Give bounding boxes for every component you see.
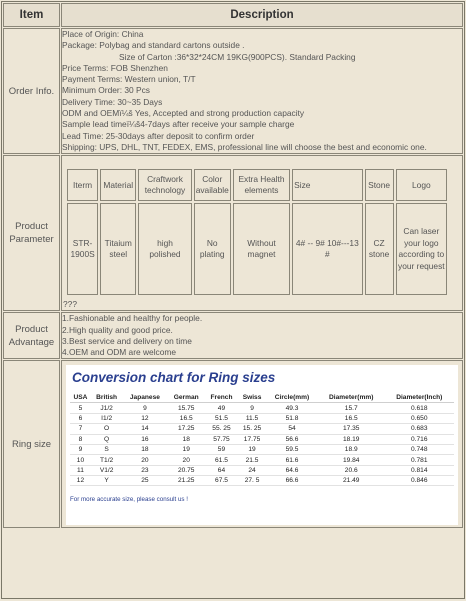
conversion-cell: 11.5 <box>238 413 266 423</box>
origin-line: Place of Origin: China <box>62 29 144 39</box>
delivery-time-line: Delivery Time: 30~35 Days <box>62 96 163 107</box>
minimum-order-line: Minimum Order: 30 Pcs <box>62 85 150 96</box>
package-line: Package: Polybag and standard cartons outside . <box>62 40 245 51</box>
conversion-cell: 23 <box>122 465 167 475</box>
conversion-cell: 15.7 <box>318 403 385 413</box>
order-info-label: Order Info. <box>3 28 60 154</box>
spec-table <box>2 2 464 529</box>
order-info-row <box>3 28 463 154</box>
ring-size-content <box>61 360 463 528</box>
conversion-cell: 18 <box>168 434 205 444</box>
param-value-material: Titaium steel <box>100 203 136 295</box>
conversion-cell: 9 <box>122 403 167 413</box>
conversion-header-row <box>70 393 454 403</box>
shipping-line: Shipping: UPS, DHL, TNT, FEDEX, EMS, professional line will choose the best and economic one. <box>62 141 427 152</box>
conversion-cell: 57.75 <box>205 434 238 444</box>
product-parameter-label <box>3 155 60 311</box>
conversion-cell: 14 <box>122 424 167 434</box>
conversion-cell: 15. 25 <box>238 424 266 434</box>
conversion-row <box>70 465 454 475</box>
payment-terms-line: Payment Terms: Western union, T/T <box>62 74 196 85</box>
ring-size-row <box>3 360 463 528</box>
param-value-logo: Can laser your logo according to your request <box>396 203 447 295</box>
conversion-cell: 18 <box>122 444 167 454</box>
conversion-cell: 0.683 <box>385 424 454 434</box>
conversion-body <box>70 403 454 486</box>
conversion-cell: 7 <box>70 424 91 434</box>
conversion-cell: 54 <box>266 424 318 434</box>
param-header-logo: Logo <box>396 169 447 201</box>
advantage-item: 2.High quality and good price. <box>62 324 173 335</box>
conversion-cell: 19 <box>168 444 205 454</box>
conversion-cell: 49 <box>205 403 238 413</box>
conversion-cell: S <box>91 444 122 454</box>
product-advantage-content <box>61 312 463 359</box>
conversion-cell: 16.5 <box>168 413 205 423</box>
param-value-stone: CZ stone <box>365 203 394 295</box>
conversion-row <box>70 434 454 444</box>
conversion-cell: 27. 5 <box>238 476 266 486</box>
conversion-cell: 59.5 <box>266 444 318 454</box>
item-header: Item <box>3 3 60 27</box>
conversion-cell: 49.3 <box>266 403 318 413</box>
conversion-cell: 61.6 <box>266 455 318 465</box>
conv-col-diameter-mm: Diameter(mm) <box>318 393 385 403</box>
conversion-cell: 0.781 <box>385 455 454 465</box>
conversion-cell: 18.19 <box>318 434 385 444</box>
conversion-row <box>70 476 454 486</box>
ring-size-chart <box>66 365 458 525</box>
conversion-cell: 56.6 <box>266 434 318 444</box>
conv-col-french: French <box>205 393 238 403</box>
conversion-cell: 17.35 <box>318 424 385 434</box>
conv-col-british: British <box>91 393 122 403</box>
parameter-table <box>65 167 449 297</box>
conversion-cell: 61.5 <box>205 455 238 465</box>
conversion-cell: 20 <box>122 455 167 465</box>
param-header-material: Material <box>100 169 136 201</box>
conversion-cell: 55. 25 <box>205 424 238 434</box>
conversion-cell: 9 <box>70 444 91 454</box>
conversion-cell: 17.25 <box>168 424 205 434</box>
conversion-cell: 8 <box>70 434 91 444</box>
conversion-cell: 67.5 <box>205 476 238 486</box>
conversion-cell: 24 <box>238 465 266 475</box>
conversion-cell: 0.650 <box>385 413 454 423</box>
conversion-cell: 16.5 <box>318 413 385 423</box>
order-info-content <box>61 28 463 154</box>
conversion-cell: 15.75 <box>168 403 205 413</box>
product-parameter-label-line2: Parameter <box>9 234 54 246</box>
conversion-row <box>70 444 454 454</box>
conversion-row <box>70 413 454 423</box>
conversion-cell: 11 <box>70 465 91 475</box>
conversion-cell: 20 <box>168 455 205 465</box>
header-row <box>3 3 463 27</box>
conversion-cell: 0.716 <box>385 434 454 444</box>
conv-col-usa: USA <box>70 393 91 403</box>
conversion-cell: 16 <box>122 434 167 444</box>
conversion-cell: 21.49 <box>318 476 385 486</box>
conversion-cell: 51.5 <box>205 413 238 423</box>
conversion-cell: Q <box>91 434 122 444</box>
ring-chart-title: Conversion chart for Ring sizes <box>72 370 276 386</box>
sample-lead-time-line: Sample lead timeï¼š4-7days after receive your sample charge <box>62 119 295 130</box>
conversion-cell: 19.84 <box>318 455 385 465</box>
conv-col-german: German <box>168 393 205 403</box>
conversion-cell: 25 <box>122 476 167 486</box>
product-advantage-label-line2: Advantage <box>8 336 55 348</box>
parameter-note: ??? <box>63 299 77 310</box>
conv-col-circle: Circle(mm) <box>266 393 318 403</box>
product-advantage-row <box>3 312 463 359</box>
param-value-size: 4# -- 9# 10#---13 # <box>292 203 362 295</box>
conversion-note: For more accurate size, please consult us ! <box>70 496 188 504</box>
param-value-item: STR-1900S <box>67 203 98 295</box>
conversion-cell: 51.8 <box>266 413 318 423</box>
conversion-cell: 64.6 <box>266 465 318 475</box>
conversion-table <box>70 393 454 486</box>
param-value-craftwork: high polished <box>138 203 191 295</box>
conv-col-japanese: Japanese <box>122 393 167 403</box>
conversion-cell: 64 <box>205 465 238 475</box>
conversion-cell: 0.814 <box>385 465 454 475</box>
conversion-cell: 59 <box>205 444 238 454</box>
product-advantage-label <box>3 312 60 359</box>
conversion-cell: 0.748 <box>385 444 454 454</box>
conversion-cell: 21.5 <box>238 455 266 465</box>
conversion-cell: 0.846 <box>385 476 454 486</box>
param-header-craftwork: Craftwork technology <box>138 169 191 201</box>
param-header-size: Size <box>292 169 362 201</box>
param-header-item: Iterm <box>67 169 98 201</box>
description-header: Description <box>61 3 463 27</box>
param-header-health: Extra Health elements <box>233 169 290 201</box>
conversion-cell: 17.75 <box>238 434 266 444</box>
conversion-row <box>70 403 454 413</box>
conversion-cell: I1/2 <box>91 413 122 423</box>
conversion-cell: 20.75 <box>168 465 205 475</box>
conversion-cell: T1/2 <box>91 455 122 465</box>
conversion-row <box>70 455 454 465</box>
conversion-cell: J1/2 <box>91 403 122 413</box>
conversion-cell: 10 <box>70 455 91 465</box>
conversion-cell: 12 <box>70 476 91 486</box>
conversion-cell: Y <box>91 476 122 486</box>
lead-time-line: Lead Time: 25-30days after deposit to confirm order <box>62 130 255 141</box>
parameter-header-row <box>67 169 447 201</box>
conversion-cell: V1/2 <box>91 465 122 475</box>
conversion-cell: 18.9 <box>318 444 385 454</box>
conversion-cell: 21.25 <box>168 476 205 486</box>
conversion-cell: 0.618 <box>385 403 454 413</box>
conversion-cell: 19 <box>238 444 266 454</box>
product-spec-page <box>1 1 465 599</box>
advantage-item: 4.OEM and ODM are welcome <box>62 347 177 358</box>
param-header-color: Color available <box>194 169 231 201</box>
odm-oem-line: ODM and OEMï¼š Yes, Accepted and strong production capacity <box>62 108 305 119</box>
param-header-stone: Stone <box>365 169 394 201</box>
product-parameter-label-line1: Product <box>15 221 48 233</box>
conversion-cell: 5 <box>70 403 91 413</box>
advantage-item: 1.Fashionable and healthy for people. <box>62 313 203 324</box>
conv-col-diameter-inch: Diameter(Inch) <box>385 393 454 403</box>
conv-col-swiss: Swiss <box>238 393 266 403</box>
advantage-item: 3.Best service and delivery on time <box>62 335 192 346</box>
product-advantage-label-line1: Product <box>15 323 48 335</box>
param-value-color: No plating <box>194 203 231 295</box>
ring-size-label: Ring size <box>3 360 60 528</box>
product-parameter-content <box>61 155 463 311</box>
price-terms-line: Price Terms: FOB Shenzhen <box>62 62 168 73</box>
product-parameter-row <box>3 155 463 311</box>
conversion-cell: 66.6 <box>266 476 318 486</box>
conversion-cell: 12 <box>122 413 167 423</box>
conversion-cell: 6 <box>70 413 91 423</box>
carton-size-line: Size of Carton :36*32*24CM 19KG(900PCS). Standard Packing <box>119 51 356 62</box>
conversion-cell: 9 <box>238 403 266 413</box>
param-value-health: Without magnet <box>233 203 290 295</box>
conversion-cell: O <box>91 424 122 434</box>
parameter-value-row <box>67 203 447 295</box>
conversion-cell: 20.6 <box>318 465 385 475</box>
conversion-row <box>70 424 454 434</box>
